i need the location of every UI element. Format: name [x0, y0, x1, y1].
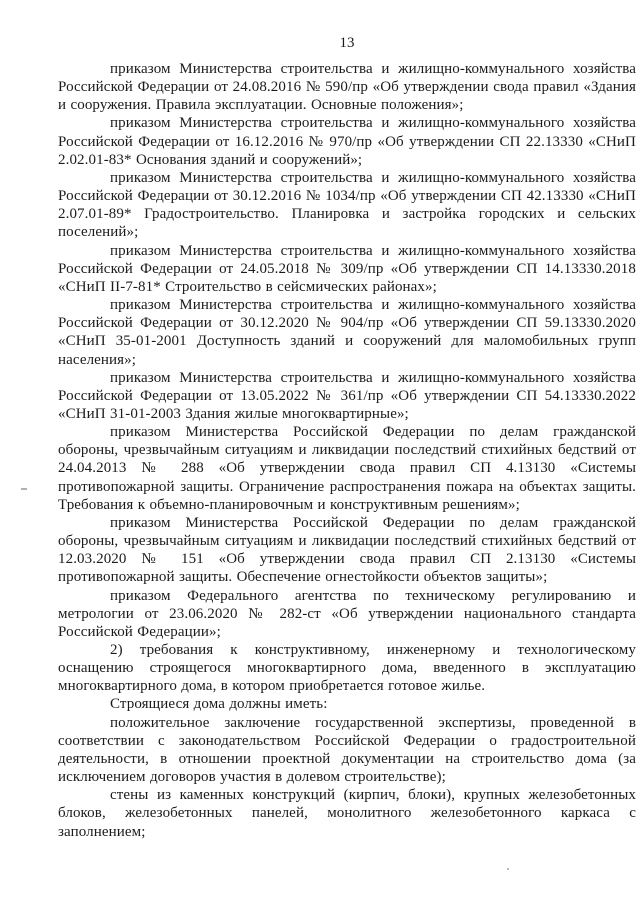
paragraph: приказом Министерства строительства и жилищно-коммунального хозяйства Российской Федерации от 16.12.2016 № 970/пр «Об утверждении СП 22.13330 «СНиП 2.02.01-83* Основания зданий и сооружений»;	[58, 115, 636, 168]
paragraph: приказом Министерства Российской Федерации по делам гражданской обороны, чрезвычайным ситуациям и ликвидации последствий стихийных бедствий от 24.04.2013 № 288 «Об утверждении свода правил СП 4.13130 «Системы противопожарной защиты. Ограничение распространения пожара на объектах защиты. Требования к объемно-планировочным и конструктивным решениям»;	[58, 424, 636, 513]
document-body	[58, 60, 636, 841]
scan-speck-dot	[507, 868, 509, 870]
paragraph: приказом Министерства строительства и жилищно-коммунального хозяйства Российской Федерации от 24.05.2018 № 309/пр «Об утверждении СП 14.13330.2018 «СНиП II-7-81* Строительство в сейсмических районах»;	[58, 242, 636, 295]
paragraph: приказом Министерства Российской Федерации по делам гражданской обороны, чрезвычайным ситуациям и ликвидации последствий стихийных бедствий от 12.03.2020 № 151 «Об утверждении свода правил СП 2.13130 «Системы противопожарной защиты. Обеспечение огнестойкости объектов защиты»;	[58, 514, 636, 586]
page-number: 13	[339, 35, 355, 51]
paragraph: приказом Министерства строительства и жилищно-коммунального хозяйства Российской Федерации от 13.05.2022 № 361/пр «Об утверждении СП 54.13330.2022 «СНиП 31-01-2003 Здания жилые многоквартирные»;	[58, 369, 636, 422]
scan-speck-dash	[21, 488, 27, 490]
paragraph: 2) требования к конструктивному, инженерному и технологическому оснащению строящегося многоквартирного дома, введенного в эксплуатацию многоквартирного дома, в котором приобретается готовое жилье.	[58, 642, 636, 695]
paragraph: приказом Министерства строительства и жилищно-коммунального хозяйства Российской Федерации от 30.12.2016 № 1034/пр «Об утверждении СП 42.13330 «СНиП 2.07.01-89* Градостроительство. Планировка и застройка городских и сельских поселений»;	[58, 169, 636, 241]
paragraph: приказом Министерства строительства и жилищно-коммунального хозяйства Российской Федерации от 24.08.2016 № 590/пр «Об утверждении свода правил «Здания и сооружения. Правила эксплуатации. Основные положения»;	[58, 61, 636, 114]
paragraph: стены из каменных конструкций (кирпич, блоки), крупных железобетонных блоков, железобетонных панелей, монолитного железобетонного каркаса с заполнением;	[58, 787, 636, 840]
paragraph: приказом Министерства строительства и жилищно-коммунального хозяйства Российской Федерации от 30.12.2020 № 904/пр «Об утверждении СП 59.13330.2020 «СНиП 35-01-2001 Доступность зданий и сооружений для маломобильных групп населения»;	[58, 297, 636, 368]
paragraph: положительное заключение государственной экспертизы, проведенной в соответствии с законодательством Российской Федерации о градостроительной деятельности, в отношении проектной документации на строительство дома (за исключением договоров участия в долевом строительстве);	[58, 714, 636, 786]
paragraph: Строящиеся дома должны иметь:	[110, 696, 328, 713]
paragraph: приказом Федерального агентства по техническому регулированию и метрологии от 23.06.2020 № 282-ст «Об утверждении национального стандарта Российской Федерации»;	[58, 587, 636, 640]
